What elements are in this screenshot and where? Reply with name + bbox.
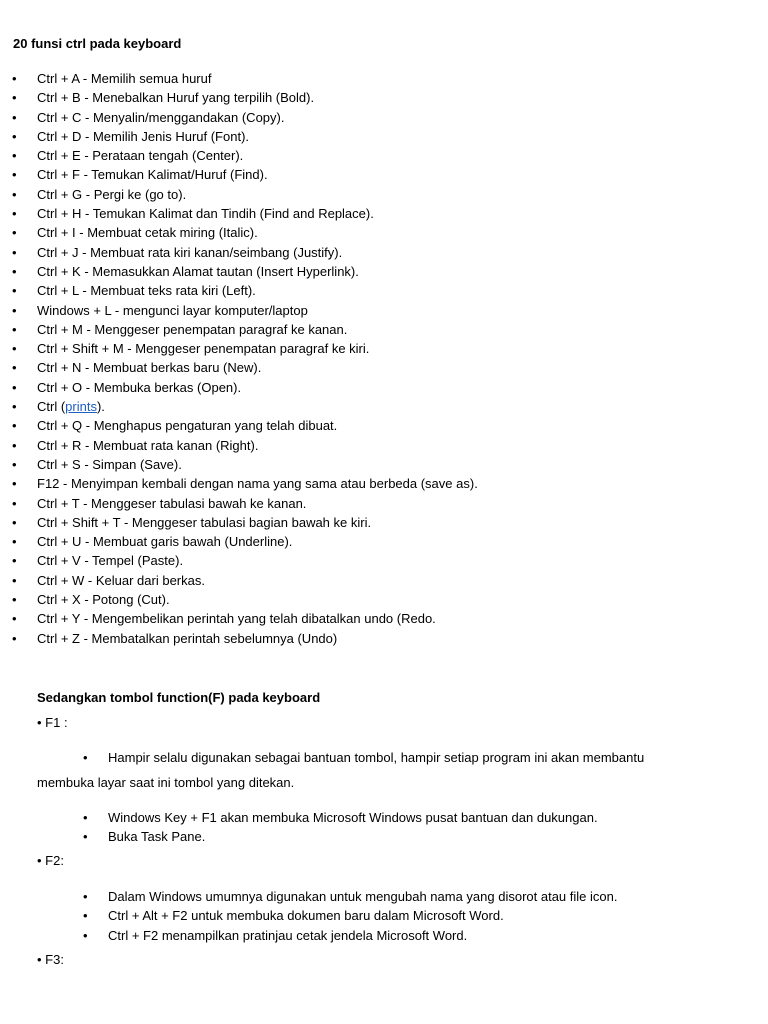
list-item-label: Ctrl + N - Membuat berkas baru (New). bbox=[37, 360, 262, 376]
list-item-label: F12 - Menyimpan kembali dengan nama yang sama atau berbeda (save as). bbox=[37, 476, 478, 492]
bullet-icon: • bbox=[83, 750, 88, 765]
list-item-label: Ctrl + S - Simpan (Save). bbox=[37, 456, 182, 472]
list-item-text bbox=[37, 532, 292, 551]
list-item-text bbox=[37, 185, 186, 204]
section-title: Sedangkan tombol function(F) pada keyboard bbox=[37, 690, 321, 705]
bullet-icon: • bbox=[12, 206, 17, 222]
bullet-icon: • bbox=[12, 418, 17, 434]
list-item-label: Ctrl + I - Membuat cetak miring (Italic). bbox=[37, 225, 258, 241]
document-title: 20 funsi ctrl pada keyboard bbox=[13, 36, 182, 51]
list-item-label: Ctrl + Shift + T - Menggeser tabulasi bagian bawah ke kiri. bbox=[37, 514, 372, 530]
bullet-icon: • bbox=[12, 244, 17, 260]
bullet-icon: • bbox=[12, 379, 17, 395]
list-item-label: Ctrl + X - Potong (Cut). bbox=[37, 592, 170, 608]
bullet-icon: • bbox=[12, 592, 17, 608]
list-item-text bbox=[37, 243, 342, 262]
bullet-icon: • bbox=[12, 321, 17, 337]
bullet-icon: • bbox=[83, 829, 88, 845]
bullet-icon: • bbox=[12, 399, 17, 415]
list-item-label: Ctrl + G - Pergi ke (go to). bbox=[37, 186, 187, 202]
bullet-icon: • bbox=[12, 514, 17, 530]
list-item-text: Ctrl + F2 menampilkan pratinjau cetak jendela Microsoft Word. bbox=[108, 927, 468, 943]
list-item-text bbox=[37, 358, 261, 377]
list-item-label: Ctrl + V - Tempel (Paste). bbox=[37, 553, 184, 569]
list-item-text bbox=[37, 127, 249, 146]
list-item-text bbox=[37, 339, 369, 358]
list-item-text bbox=[37, 223, 258, 242]
list-item-label: Ctrl + Shift + M - Menggeser penempatan paragraf ke kiri. bbox=[37, 341, 370, 357]
f1-heading: • F1 : bbox=[37, 715, 68, 730]
bullet-icon: • bbox=[12, 341, 17, 357]
f1-paragraph bbox=[37, 745, 727, 795]
bullet-icon: • bbox=[83, 908, 88, 924]
list-item-suffix: ). bbox=[96, 399, 105, 415]
list-item-label: Ctrl + W - Keluar dari berkas. bbox=[37, 572, 205, 588]
list-item-text bbox=[37, 494, 306, 513]
f1-paragraph-first: Hampir selalu digunakan sebagai bantuan tombol, hampir setiap program ini akan membantu bbox=[108, 750, 645, 765]
list-item-label: Ctrl + C - Menyalin/menggandakan (Copy). bbox=[37, 109, 285, 125]
list-item-label: Ctrl + K - Memasukkan Alamat tautan (Insert Hyperlink). bbox=[37, 263, 359, 279]
list-item-label: Ctrl + Z - Membatalkan perintah sebelumnya (Undo) bbox=[37, 630, 338, 646]
list-item-text bbox=[37, 108, 284, 127]
bullet-icon: • bbox=[83, 889, 88, 904]
list-item-text bbox=[37, 262, 359, 281]
list-item-label: Ctrl + L - Membuat teks rata kiri (Left). bbox=[37, 283, 256, 299]
list-item-text bbox=[37, 513, 371, 532]
list-item-text bbox=[37, 320, 347, 339]
list-item-label: Ctrl + J - Membuat rata kiri kanan/seimbang (Justify). bbox=[37, 244, 343, 260]
bullet-icon: • bbox=[12, 148, 17, 164]
bullet-icon: • bbox=[12, 302, 17, 318]
list-item-text bbox=[37, 204, 374, 223]
prints-link[interactable]: prints bbox=[65, 399, 97, 415]
list-item-text: Ctrl + Alt + F2 untuk membuka dokumen baru dalam Microsoft Word. bbox=[108, 908, 504, 924]
list-item-text bbox=[37, 146, 243, 165]
bullet-icon: • bbox=[12, 128, 17, 144]
bullet-icon: • bbox=[12, 495, 17, 511]
bullet-icon: • bbox=[12, 186, 17, 202]
bullet-icon: • bbox=[12, 109, 17, 125]
list-item-text: Windows Key + F1 akan membuka Microsoft Windows pusat bantuan dan dukungan. bbox=[108, 810, 598, 825]
list-item-text bbox=[37, 165, 268, 184]
list-item-text bbox=[37, 416, 337, 435]
bullet-icon: • bbox=[12, 437, 17, 453]
list-item-text bbox=[37, 474, 478, 493]
list-item-label: Ctrl + A - Memilih semua huruf bbox=[37, 71, 212, 86]
bullet-icon: • bbox=[12, 263, 17, 279]
list-item-label: Windows + L - mengunci layar komputer/laptop bbox=[37, 302, 308, 318]
list-item-text bbox=[37, 397, 105, 416]
bullet-icon: • bbox=[12, 71, 17, 86]
list-item-label: Ctrl + H - Temukan Kalimat dan Tindih (Find and Replace). bbox=[37, 206, 374, 222]
bullet-icon: • bbox=[12, 534, 17, 550]
list-item-label: Ctrl + O - Membuka berkas (Open). bbox=[37, 379, 242, 395]
bullet-icon: • bbox=[12, 630, 17, 646]
list-item-text: Dalam Windows umumnya digunakan untuk mengubah nama yang disorot atau file icon. bbox=[108, 889, 618, 904]
list-item-text bbox=[37, 378, 241, 397]
bullet-icon: • bbox=[83, 927, 88, 943]
bullet-icon: • bbox=[12, 225, 17, 241]
bullet-icon: • bbox=[12, 553, 17, 569]
bullet-icon: • bbox=[83, 810, 88, 825]
list-item-label: Ctrl + F - Temukan Kalimat/Huruf (Find). bbox=[37, 167, 268, 183]
list-item-label: Ctrl + D - Memilih Jenis Huruf (Font). bbox=[37, 128, 250, 144]
bullet-icon: • bbox=[12, 572, 17, 588]
bullet-icon: • bbox=[12, 360, 17, 376]
bullet-icon: • bbox=[12, 283, 17, 299]
bullet-icon: • bbox=[12, 611, 17, 627]
list-item-text bbox=[37, 88, 314, 107]
bullet-icon: • bbox=[12, 90, 17, 106]
list-item-text bbox=[37, 301, 308, 320]
list-item-label: Ctrl + T - Menggeser tabulasi bawah ke kanan. bbox=[37, 495, 307, 511]
list-item-text bbox=[37, 609, 436, 628]
bullet-icon: • bbox=[12, 167, 17, 183]
list-item-text bbox=[37, 551, 183, 570]
list-item-text: Buka Task Pane. bbox=[108, 829, 206, 845]
list-item-label: Ctrl + B - Menebalkan Huruf yang terpilih (Bold). bbox=[37, 90, 315, 106]
f1-paragraph-rest: membuka layar saat ini tombol yang ditekan. bbox=[37, 775, 295, 790]
list-item-label: Ctrl + R - Membuat rata kanan (Right). bbox=[37, 437, 259, 453]
list-item-text bbox=[37, 281, 256, 300]
f3-heading: • F3: bbox=[37, 952, 64, 967]
list-item-label: Ctrl + Q - Menghapus pengaturan yang telah dibuat. bbox=[37, 418, 338, 434]
f2-heading: • F2: bbox=[37, 853, 64, 868]
list-item-label: Ctrl + E - Perataan tengah (Center). bbox=[37, 148, 244, 164]
list-item-label: Ctrl + Y - Mengembelikan perintah yang telah dibatalkan undo (Redo. bbox=[37, 611, 436, 627]
bullet-icon: • bbox=[12, 476, 17, 492]
bullet-icon: • bbox=[12, 456, 17, 472]
list-item-text bbox=[37, 69, 211, 88]
list-item-text bbox=[37, 455, 182, 474]
list-item-text bbox=[37, 436, 258, 455]
list-item-text bbox=[37, 571, 205, 590]
list-item-label: Ctrl + M - Menggeser penempatan paragraf ke kanan. bbox=[37, 321, 348, 337]
list-item-text bbox=[37, 629, 337, 648]
list-item-text bbox=[37, 590, 170, 609]
list-item-label: Ctrl ( bbox=[37, 399, 66, 415]
list-item-label: Ctrl + U - Membuat garis bawah (Underline). bbox=[37, 534, 293, 550]
